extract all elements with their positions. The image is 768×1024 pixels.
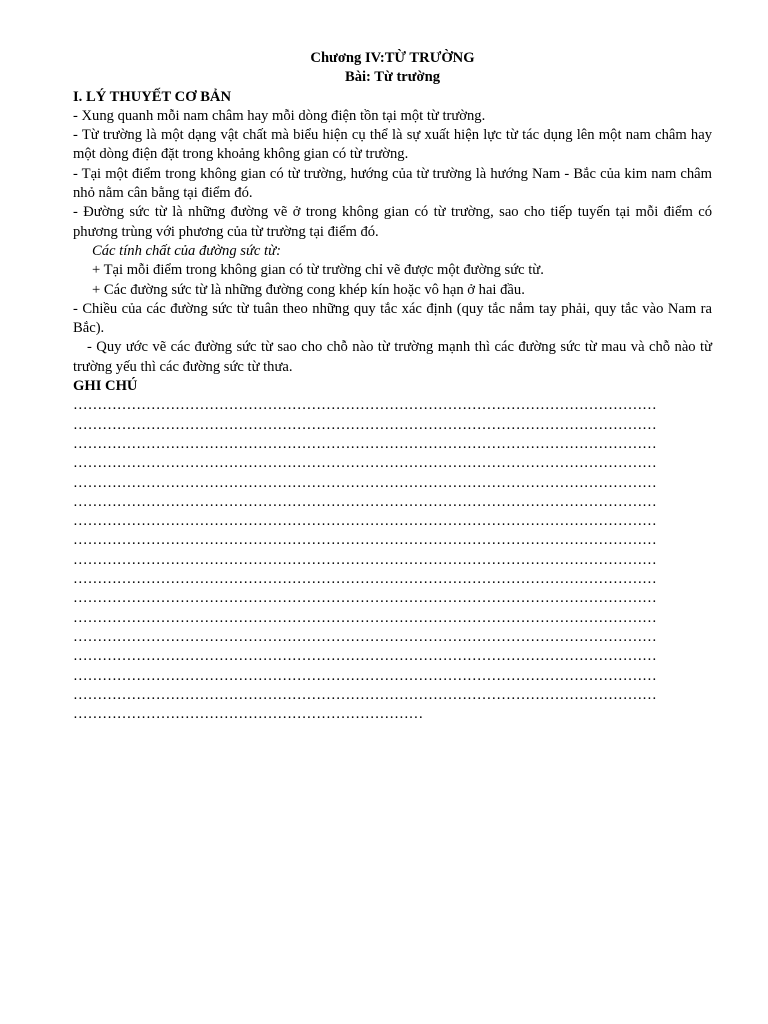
note-line: ………………………………………………………………………………………………………… <box>73 551 657 568</box>
note-line: ………………………………………………………………………………………………………… <box>73 397 657 414</box>
note-line: ………………………………………………………………………………………………………… <box>73 667 657 684</box>
note-line: ………………………………………………………………………………………………………… <box>73 686 657 703</box>
note-line: ………………………………………………………………………………………………………… <box>73 513 657 530</box>
notes-heading: GHI CHÚ <box>73 378 138 395</box>
note-line: ………………………………………………………………………………………………………… <box>73 648 657 665</box>
chapter-title: Chương IV:TỪ TRƯỜNG <box>310 50 475 66</box>
lesson-title: Bài: Từ trường <box>344 69 441 86</box>
note-line: ………………………………………………………………………………………………………… <box>73 590 657 607</box>
paragraph: - Chiều của các đường sức từ tuân theo những quy tắc xác định (quy tắc nắm tay phải, quy tắc vào Nam ra Bắc). <box>73 300 712 337</box>
note-line: ………………………………………………………………………………………………………… <box>73 609 657 626</box>
note-line: ………………………………………………………………………………………………………… <box>73 493 657 510</box>
note-line: ……………………………………………………………… <box>73 706 424 723</box>
note-line: ………………………………………………………………………………………………………… <box>73 571 657 588</box>
notes-lines <box>73 396 712 724</box>
paragraph: Các tính chất của đường sức từ: <box>92 242 281 259</box>
paragraph: - Đường sức từ là những đường vẽ ở trong không gian có từ trường, sao cho tiếp tuyến tại mỗi điểm có phương trùng với phương của từ trường tại điểm đó. <box>73 204 712 240</box>
note-line: ………………………………………………………………………………………………………… <box>73 532 657 549</box>
note-line: ………………………………………………………………………………………………………… <box>73 628 657 645</box>
note-line: ………………………………………………………………………………………………………… <box>73 455 657 472</box>
paragraph: + Các đường sức từ là những đường cong khép kín hoặc vô hạn ở hai đầu. <box>92 281 525 298</box>
note-line: ………………………………………………………………………………………………………… <box>73 416 657 433</box>
paragraph: - Từ trường là một dạng vật chất mà biểu hiện cụ thể là sự xuất hiện lực từ tác dụng lên một nam châm hay một dòng điện đặt trong khoảng không gian có từ trường. <box>73 127 712 163</box>
paragraph: - Quy ước vẽ các đường sức từ sao cho chỗ nào từ trường mạnh thì các đường sức từ mau và chỗ nào từ trường yếu thì các đường sức từ thưa. <box>73 339 712 375</box>
document-page <box>73 49 712 724</box>
section-heading: I. LÝ THUYẾT CƠ BẢN <box>73 88 232 105</box>
paragraph: - Xung quanh mỗi nam châm hay mỗi dòng điện tồn tại một từ trường. <box>73 107 486 124</box>
note-line: ………………………………………………………………………………………………………… <box>73 474 657 491</box>
note-line: ………………………………………………………………………………………………………… <box>73 435 657 452</box>
paragraph: - Tại một điểm trong không gian có từ trường, hướng của từ trường là hướng Nam - Bắc của kim nam châm nhỏ nằm cân bằng tại điểm đó. <box>73 165 712 202</box>
theory-paragraphs <box>73 107 712 377</box>
paragraph: + Tại mỗi điểm trong không gian có từ trường chỉ vẽ được một đường sức từ. <box>92 262 544 279</box>
